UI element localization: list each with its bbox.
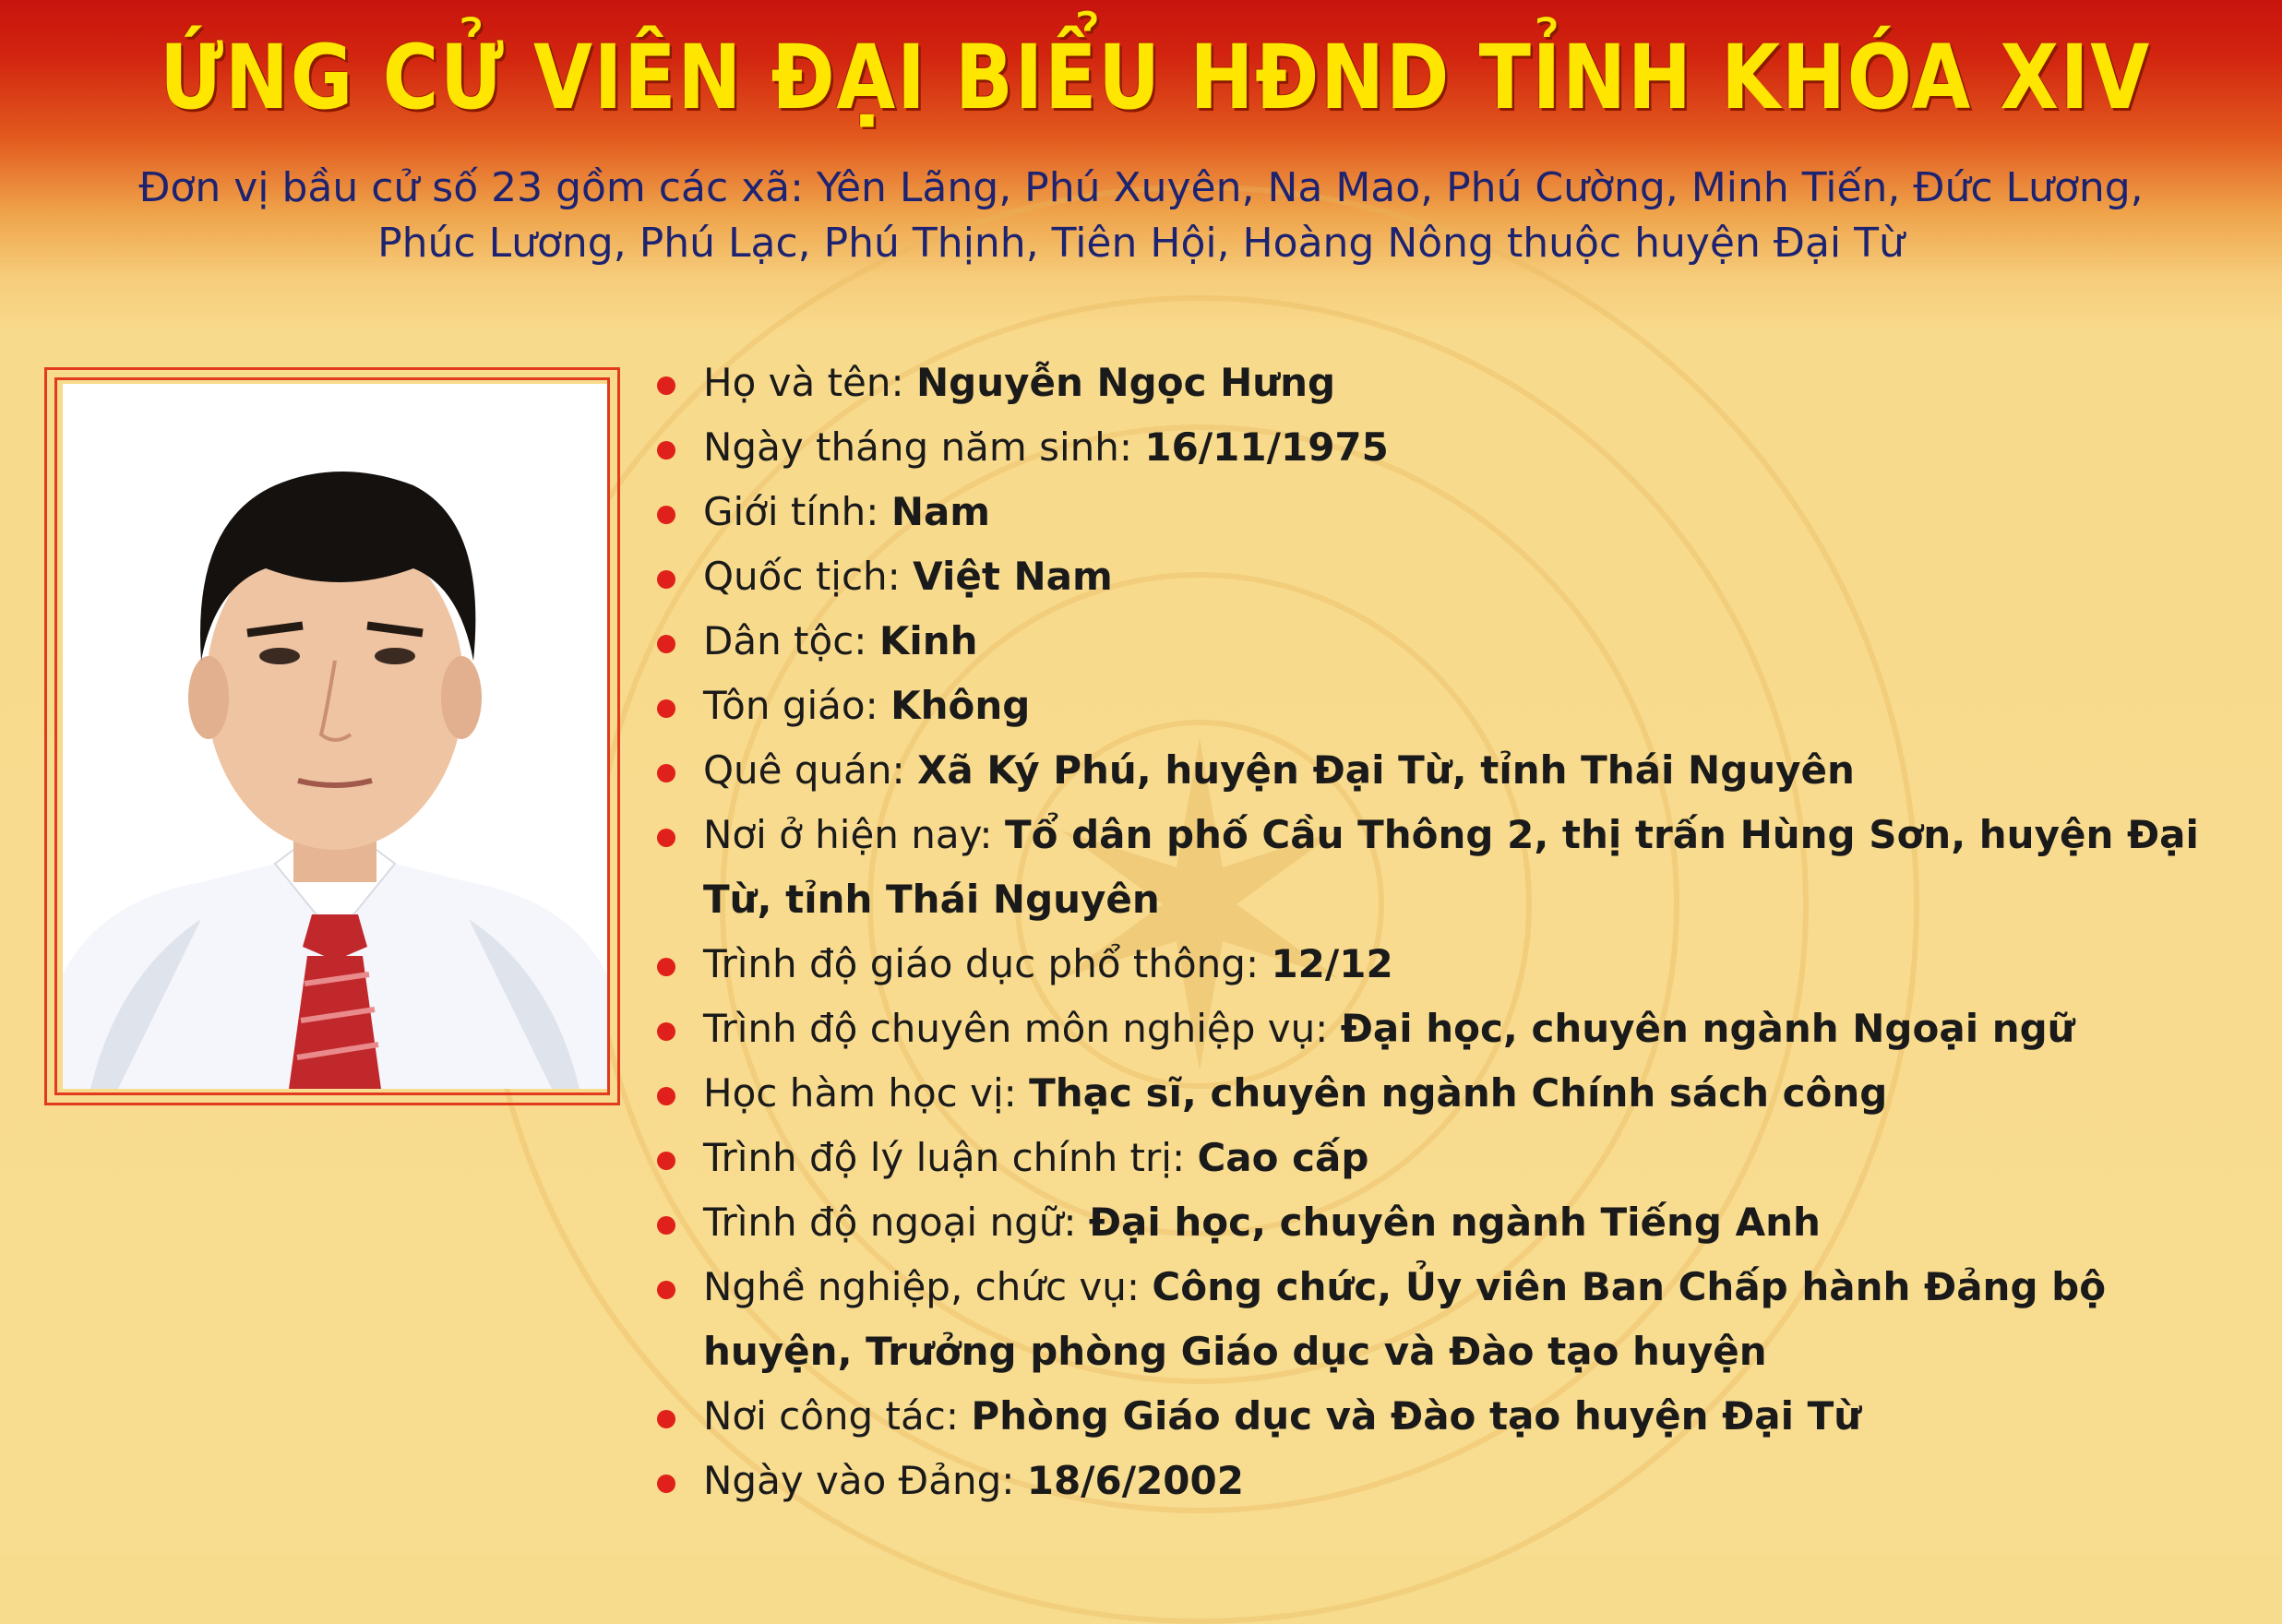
bullet-dot-icon — [657, 764, 675, 782]
bullet-dot-icon — [657, 958, 675, 976]
detail-ethnicity: Dân tộc: Kinh — [657, 609, 2226, 674]
bullet-dot-icon — [657, 699, 675, 718]
electoral-unit-line-2: Phúc Lương, Phú Lạc, Phú Thịnh, Tiên Hội, Hoàng Nông thuộc huyện Đại Từ — [377, 220, 1905, 267]
detail-current-residence: Nơi ở hiện nay: Tổ dân phố Cầu Thông 2, thị trấn Hùng Sơn, huyện Đại Từ, tỉnh Thái Nguyên — [657, 803, 2226, 932]
candidate-portrait — [63, 384, 607, 1089]
detail-academic-degree: Học hàm học vị: Thạc sĩ, chuyên ngành Chính sách công — [657, 1061, 2226, 1126]
detail-general-education: Trình độ giáo dục phổ thông: 12/12 — [657, 932, 2226, 997]
bullet-dot-icon — [657, 1152, 675, 1170]
detail-nationality: Quốc tịch: Việt Nam — [657, 544, 2226, 609]
detail-party-admission-date: Ngày vào Đảng: 18/6/2002 — [657, 1449, 2226, 1513]
candidate-details — [657, 351, 2226, 1513]
bullet-dot-icon — [657, 1281, 675, 1299]
bullet-dot-icon — [657, 1216, 675, 1235]
bullet-dot-icon — [657, 441, 675, 460]
bullet-dot-icon — [657, 1475, 675, 1493]
detail-hometown: Quê quán: Xã Ký Phú, huyện Đại Từ, tỉnh Thái Nguyên — [657, 738, 2226, 803]
electoral-unit-line-1: Đơn vị bầu cử số 23 gồm các xã: Yên Lãng, Phú Xuyên, Na Mao, Phú Cường, Minh Tiến, Đức Lương, — [138, 164, 2144, 211]
page-title: ỨNG CỬ VIÊN ĐẠI BIỂU HĐND TỈNH KHÓA XIV — [160, 26, 2151, 129]
bullet-dot-icon — [657, 1022, 675, 1041]
detail-workplace: Nơi công tác: Phòng Giáo dục và Đào tạo huyện Đại Từ — [657, 1384, 2226, 1449]
bullet-dot-icon — [657, 1410, 675, 1428]
bullet-dot-icon — [657, 376, 675, 395]
detail-professional-qualification: Trình độ chuyên môn nghiệp vụ: Đại học, chuyên ngành Ngoại ngữ — [657, 997, 2226, 1061]
bullet-dot-icon — [657, 829, 675, 847]
detail-religion: Tôn giáo: Không — [657, 674, 2226, 738]
bullet-dot-icon — [657, 635, 675, 653]
detail-political-theory: Trình độ lý luận chính trị: Cao cấp — [657, 1126, 2226, 1190]
bullet-dot-icon — [657, 1087, 675, 1105]
detail-foreign-language: Trình độ ngoại ngữ: Đại học, chuyên ngành Tiếng Anh — [657, 1190, 2226, 1255]
bullet-dot-icon — [657, 506, 675, 524]
detail-date-of-birth: Ngày tháng năm sinh: 16/11/1975 — [657, 415, 2226, 480]
detail-occupation-position: Nghề nghiệp, chức vụ: Công chức, Ủy viên Ban Chấp hành Đảng bộ huyện, Trưởng phòng Giáo dục và Đào tạo huyện — [657, 1255, 2226, 1384]
detail-gender: Giới tính: Nam — [657, 480, 2226, 544]
detail-full-name: Họ và tên: Nguyễn Ngọc Hưng — [657, 351, 2226, 415]
bullet-dot-icon — [657, 570, 675, 589]
